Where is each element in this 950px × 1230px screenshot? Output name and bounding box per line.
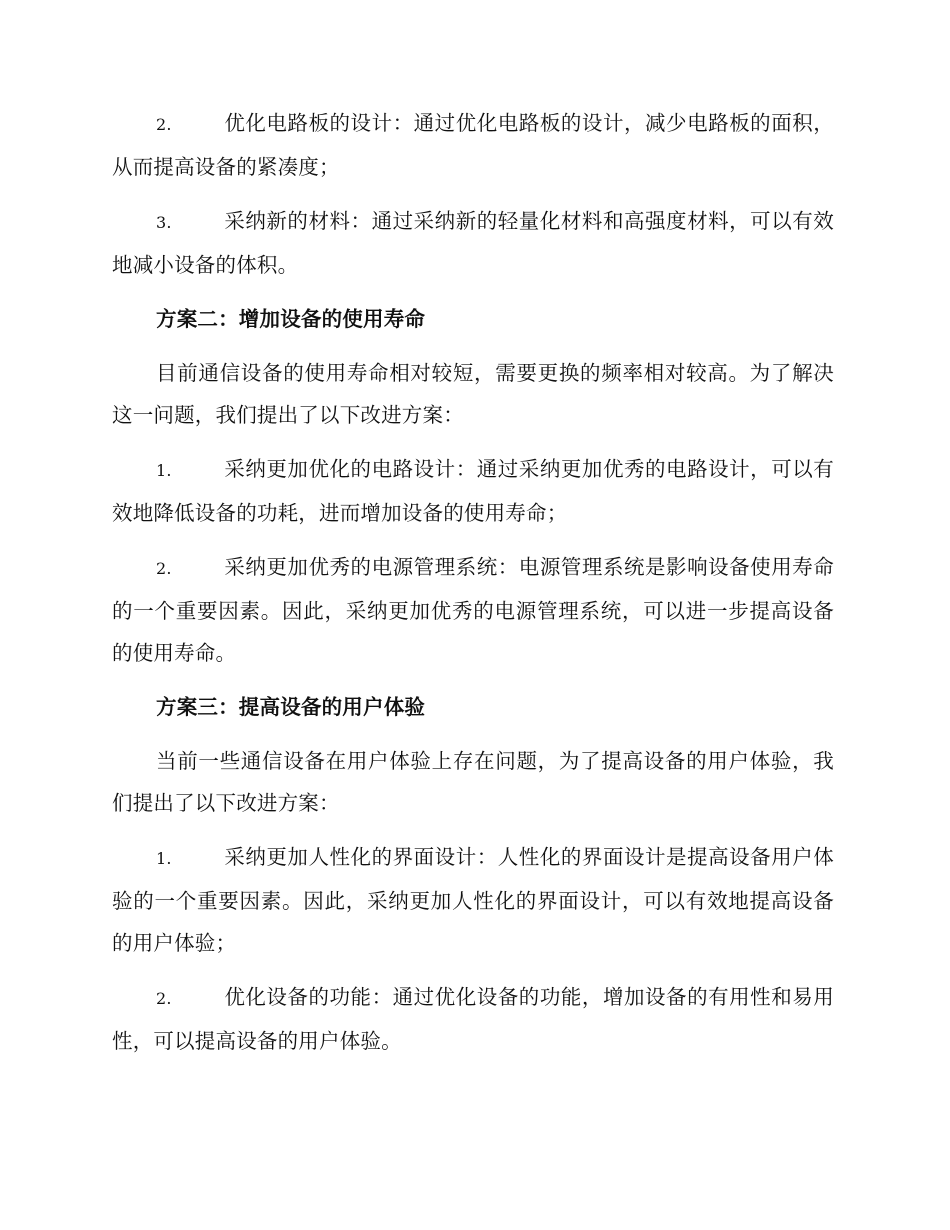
- list-item: [112, 976, 834, 1062]
- list-number: 2.: [156, 559, 172, 578]
- section-heading-plan-3: 方案三：提高设备的用户体验: [156, 695, 426, 719]
- list-item: [112, 448, 834, 534]
- list-text: 采纳新的材料：通过采纳新的轻量化材料和高强度材料，可以有效地减小设备的体积。: [112, 209, 834, 277]
- list-item: [112, 836, 834, 964]
- list-number: 2.: [156, 115, 172, 134]
- list-number: 2.: [156, 989, 172, 1008]
- list-text: 采纳更加优化的电路设计：通过采纳更加优秀的电路设计，可以有效地降低设备的功耗，进而增加设备的使用寿命；: [112, 457, 834, 525]
- document-page: [112, 102, 834, 1074]
- list-number: 3.: [156, 213, 172, 232]
- list-text: 优化设备的功能：通过优化设备的功能，增加设备的有用性和易用性，可以提高设备的用户体验。: [112, 985, 834, 1053]
- list-text: 采纳更加优秀的电源管理系统：电源管理系统是影响设备使用寿命的一个重要因素。因此，采纳更加优秀的电源管理系统，可以进一步提高设备的使用寿命。: [112, 555, 834, 665]
- list-number: 1.: [156, 849, 172, 868]
- paragraph-plan-3-intro: 当前一些通信设备在用户体验上存在问题，为了提高设备的用户体验，我们提出了以下改进方案：: [112, 749, 834, 815]
- list-item: [112, 546, 834, 674]
- paragraph-plan-2-intro: 目前通信设备的使用寿命相对较短，需要更换的频率相对较高。为了解决这一问题，我们提出了以下改进方案：: [112, 361, 834, 427]
- list-text: 优化电路板的设计：通过优化电路板的设计，减少电路板的面积，从而提高设备的紧凑度；: [112, 111, 834, 179]
- list-item: [112, 200, 834, 286]
- list-item: [112, 102, 834, 188]
- section-heading-plan-2: 方案二：增加设备的使用寿命: [156, 307, 426, 331]
- list-number: 1.: [156, 461, 172, 480]
- list-text: 采纳更加人性化的界面设计：人性化的界面设计是提高设备用户体验的一个重要因素。因此，采纳更加人性化的界面设计，可以有效地提高设备的用户体验；: [112, 845, 834, 955]
